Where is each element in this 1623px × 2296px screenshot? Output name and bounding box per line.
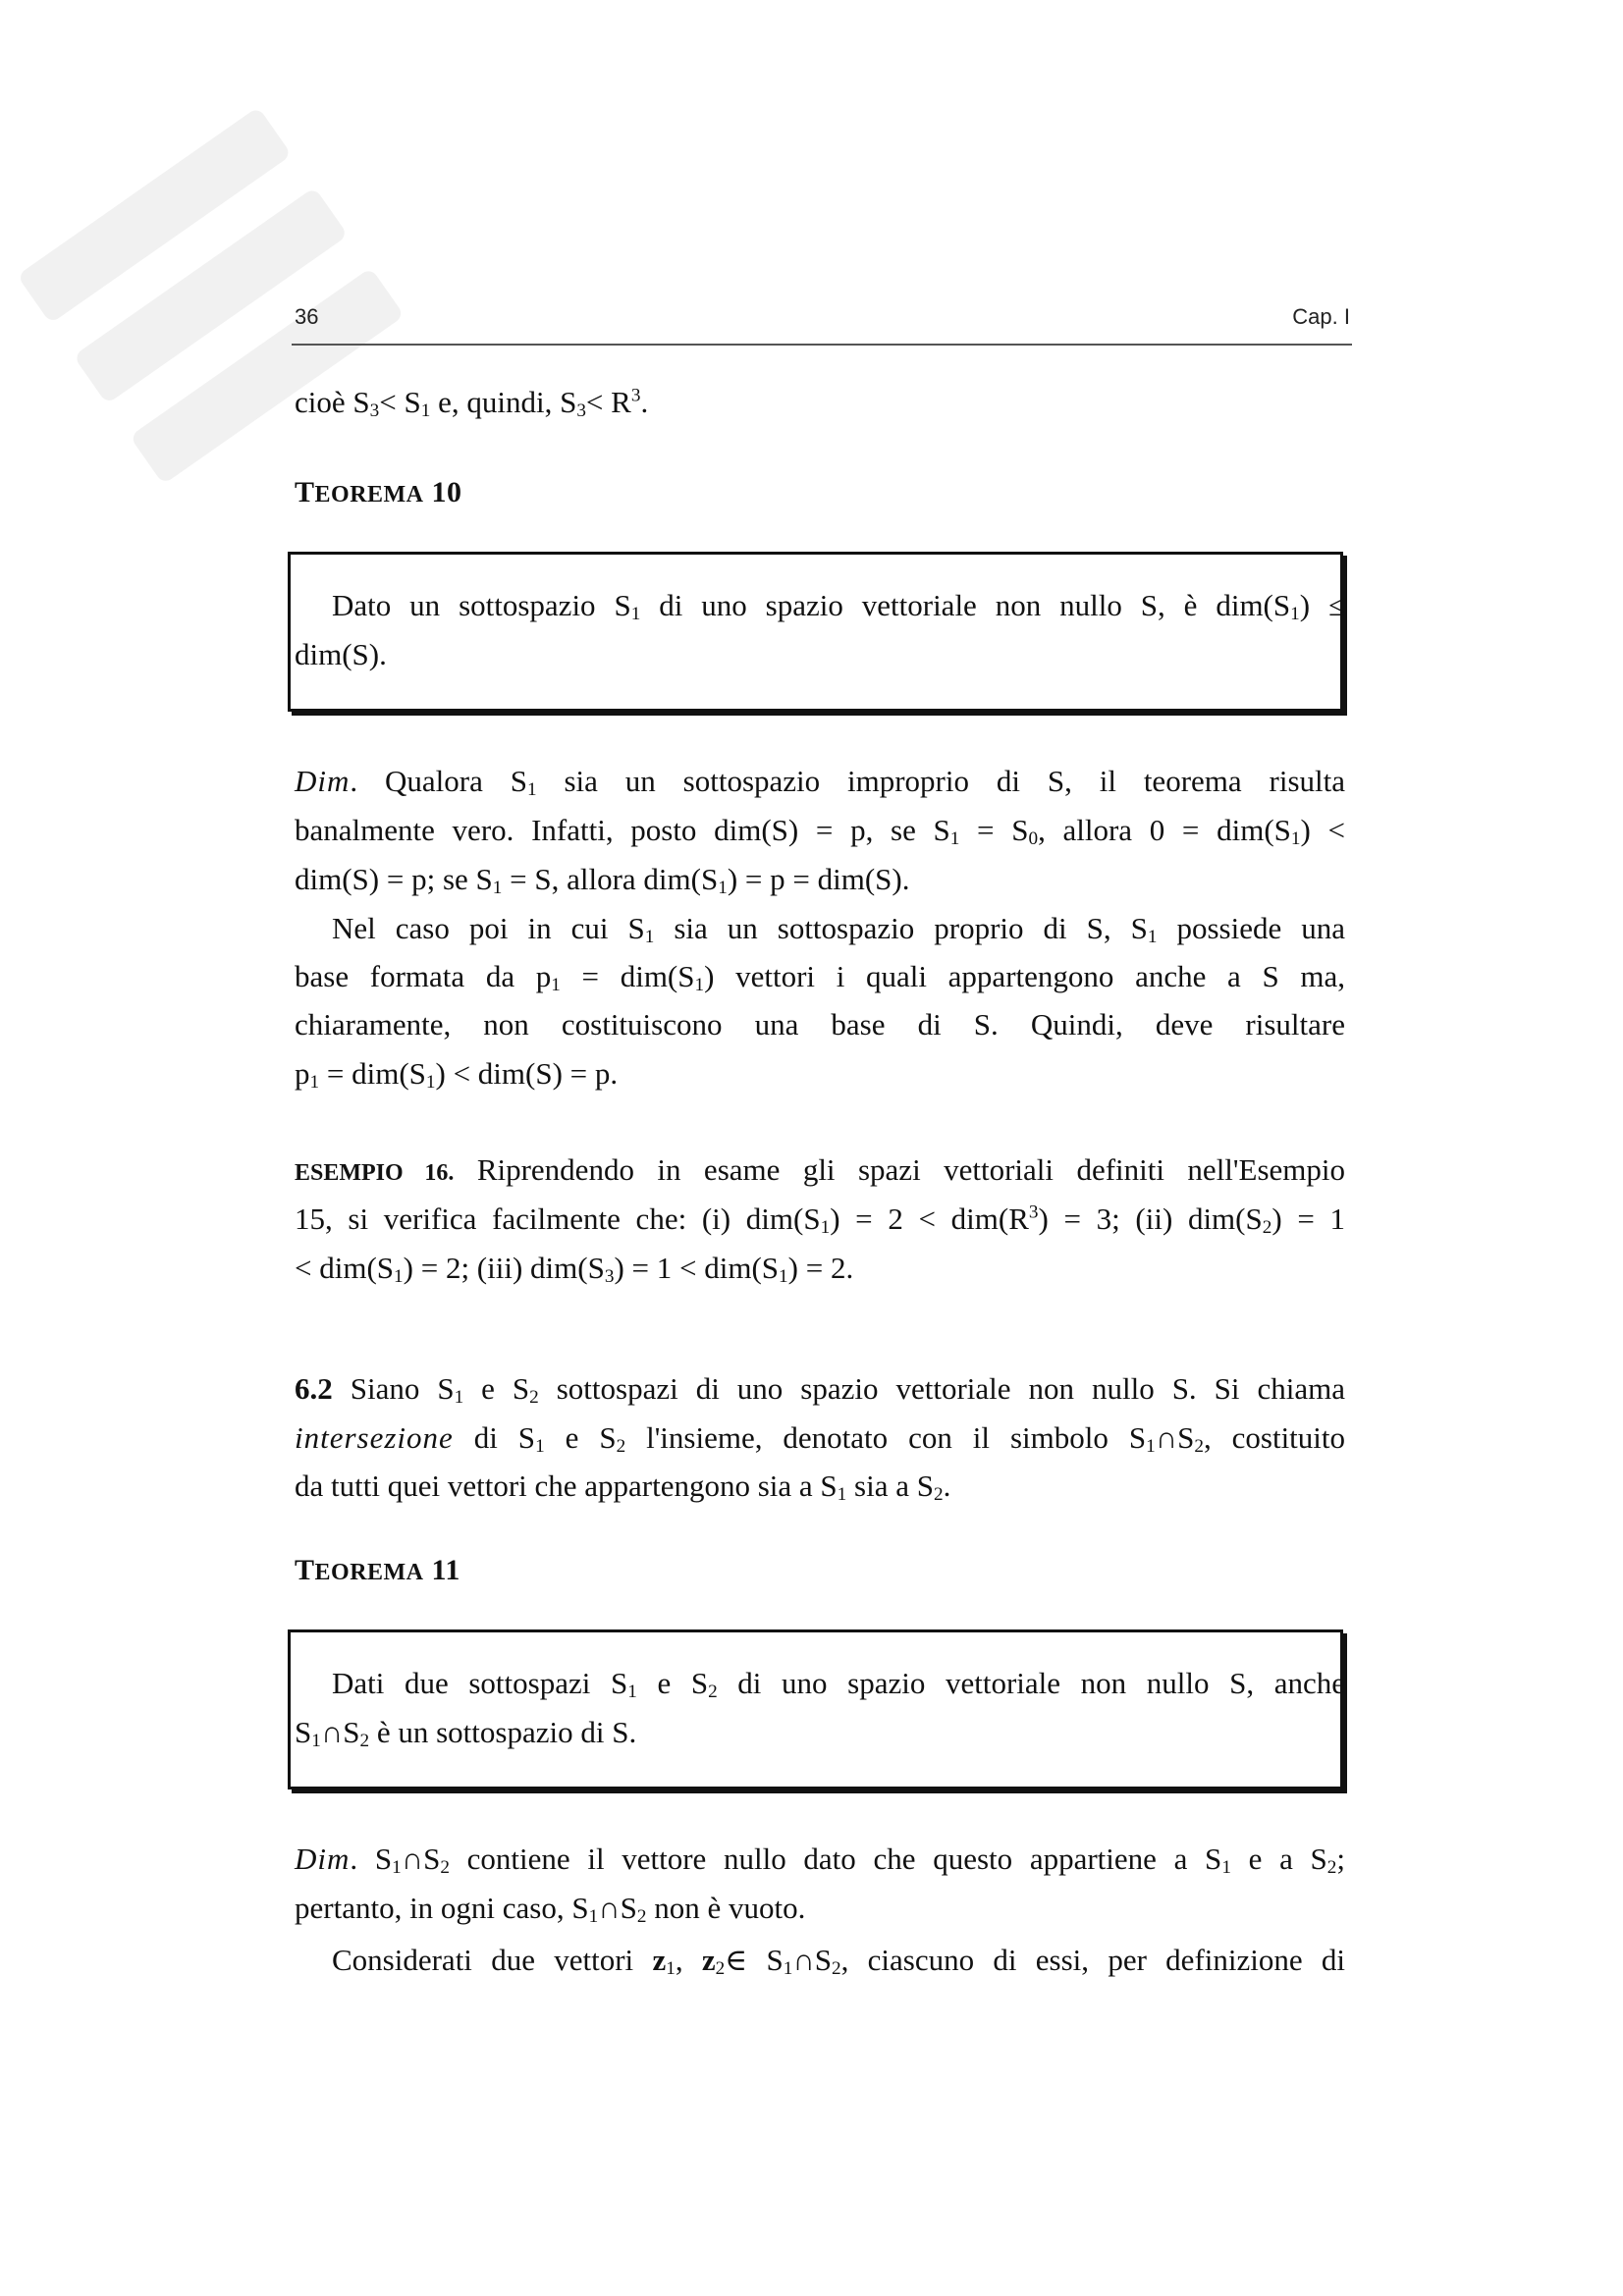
- theorem-10-box: [288, 552, 1343, 712]
- proof-11-line: pertanto, in ogni caso, $S_1\cap S_2$ non è vuoto.: [295, 1891, 806, 1927]
- theorem-11-heading: TEOREMA 11: [295, 1554, 460, 1586]
- section-6-2-line: intersezione di $S_1$ e $S_2$ l'insieme, denotato con il simbolo $S_1\cap S_2$, costituito: [295, 1420, 1346, 1457]
- example-16-line: 15, si verifica facilmente che: (i) $dim(S_1) = 2 < dim(R^3) = 3$; (ii) $dim(S_2) = 1$: [295, 1201, 1345, 1238]
- proof-10-line: banalmente vero. Infatti, posto dim(S) = p, se $S_1 = S_0$, allora $0 = dim(S_1)$ <: [295, 813, 1345, 849]
- theorem-11-box: [288, 1629, 1346, 1789]
- theorem-10-statement-cont: dim(S).: [295, 637, 387, 671]
- example-16-line: < $dim(S_1) = 2$; (iii) $dim(S_3) = 1 < dim(S_1) = 2$.: [295, 1251, 854, 1287]
- theorem-11-statement: Dati due sottospazi $S_1$ e $S_2$ di uno spazio vettoriale non nullo S, anche: [332, 1666, 1346, 1702]
- text-line: cioè $S_3< S_1$ e, quindi, $S_3< R^3$.: [295, 385, 649, 421]
- proof-10-line: dim(S) = p; se $S_1 = S$, allora $dim(S_1) = p = dim(S)$.: [295, 862, 910, 898]
- theorem-10-heading: TEOREMA 10: [295, 476, 462, 508]
- theorem-11-statement-cont: $S_1\cap S_2$ è un sottospazio di S.: [295, 1715, 637, 1751]
- running-header: [292, 300, 1352, 346]
- page-number: 36: [295, 304, 319, 329]
- section-6-2-line: 6.2 Siano $S_1$ e $S_2$ sottospazi di uno spazio vettoriale non nullo S. Si chiama: [295, 1371, 1346, 1408]
- section-6-2-line: da tutti quei vettori che appartengono sia a $S_1$ sia a $S_2$.: [295, 1468, 951, 1505]
- proof-10-line: Nel caso poi in cui $S_1$ sia un sottospazio proprio di S, $S_1$ possiede una: [332, 911, 1345, 947]
- proof-10-line: base formata da $p_1 = dim(S_1)$ vettori i quali appartengono anche a S ma,: [295, 959, 1345, 995]
- proof-10-line: chiaramente, non costituiscono una base di S. Quindi, deve risultare: [295, 1007, 1345, 1041]
- example-16-line: ESEMPIO 16. Riprendendo in esame gli spazi vettoriali definiti nell'Esempio: [295, 1152, 1345, 1187]
- chapter-label: Cap. I: [1292, 304, 1350, 329]
- proof-11-line: Considerati due vettori $z_1$, $z_2\in$ $S_1\cap S_2$, ciascuno di essi, per definizione di: [332, 1943, 1346, 1979]
- proof-10-line: Dim. Qualora $S_1$ sia un sottospazio improprio di S, il teorema risulta: [295, 764, 1346, 800]
- proof-10-line: $p_1 = dim(S_1) < dim(S) = p$.: [295, 1056, 619, 1093]
- theorem-10-statement: Dato un sottospazio $S_1$ di uno spazio vettoriale non nullo S, è $dim(S_1)$ ≤: [332, 588, 1345, 624]
- proof-11-line: Dim. $S_1\cap S_2$ contiene il vettore nullo dato che questo appartiene a $S_1$ e a $S_2$;: [295, 1842, 1345, 1878]
